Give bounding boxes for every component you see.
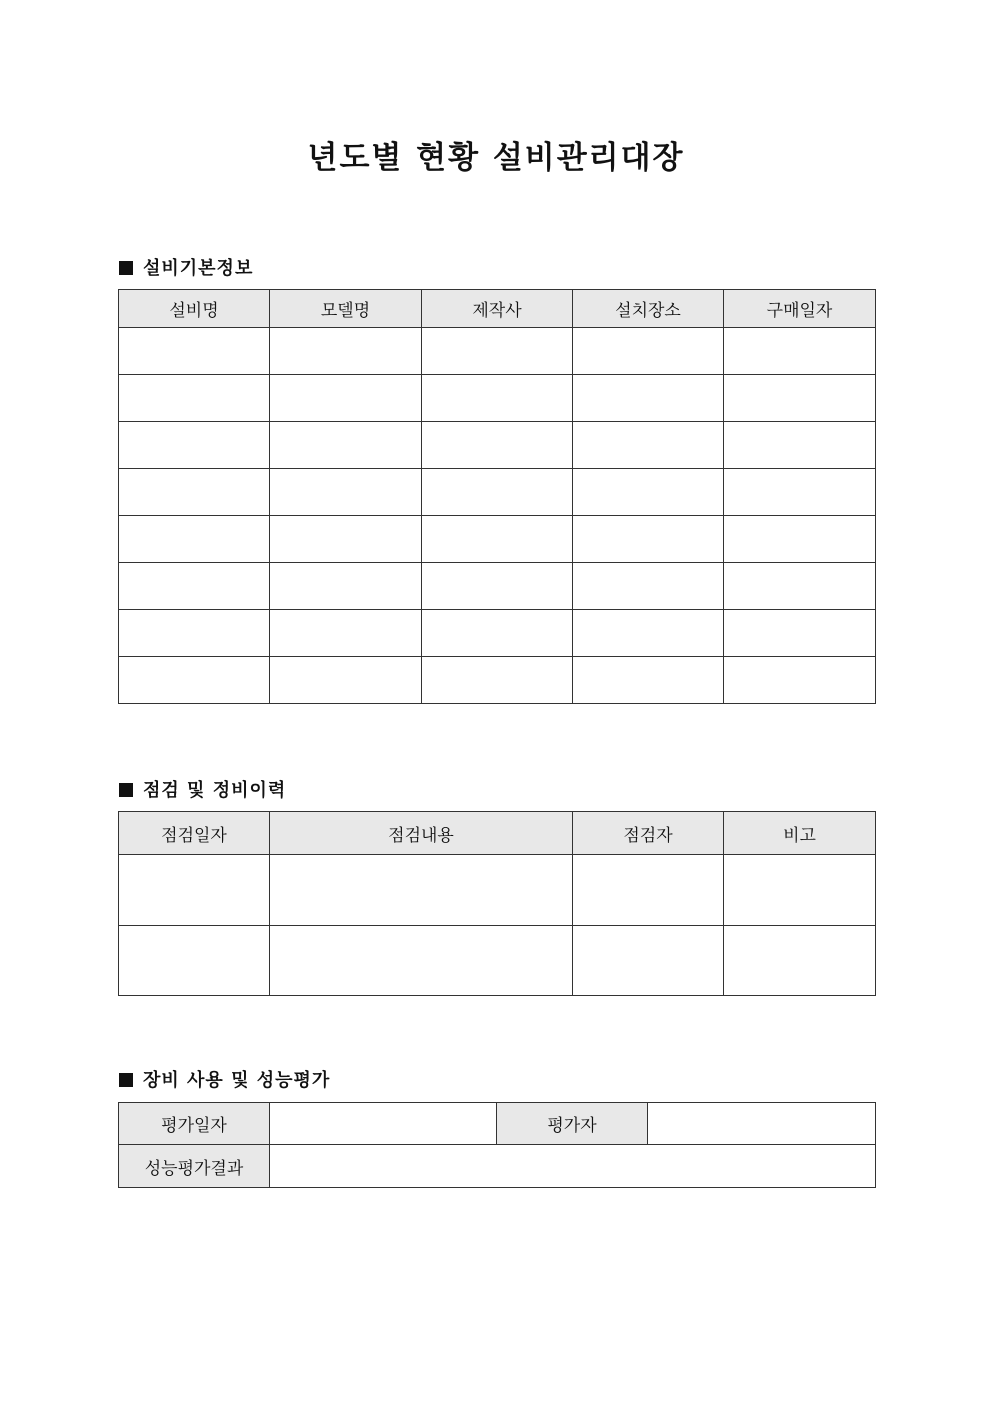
section-heading-inspection-history bbox=[119, 776, 286, 802]
table-row bbox=[119, 422, 876, 469]
table-cell[interactable] bbox=[724, 375, 876, 422]
table-cell[interactable] bbox=[119, 328, 270, 375]
table-cell[interactable] bbox=[119, 563, 270, 610]
table-cell[interactable] bbox=[119, 469, 270, 516]
table-cell[interactable] bbox=[270, 610, 422, 657]
table-cell[interactable] bbox=[724, 563, 876, 610]
section-heading-text: 설비기본정보 bbox=[143, 258, 254, 279]
table-row bbox=[119, 469, 876, 516]
table-row bbox=[119, 855, 876, 926]
table-cell[interactable] bbox=[422, 516, 573, 563]
col-header-manufacturer: 제작사 bbox=[422, 290, 573, 328]
table-cell[interactable] bbox=[724, 855, 876, 926]
table-cell[interactable] bbox=[119, 422, 270, 469]
table-cell[interactable] bbox=[724, 610, 876, 657]
table-cell[interactable] bbox=[119, 375, 270, 422]
section-heading-text: 점검 및 정비이력 bbox=[143, 780, 287, 801]
col-header-purchase-date: 구매일자 bbox=[724, 290, 876, 328]
table-cell[interactable] bbox=[573, 926, 724, 996]
eval-date-label: 평가일자 bbox=[119, 1103, 270, 1145]
inspection-history-table bbox=[118, 811, 876, 996]
col-header-install-location: 설치장소 bbox=[573, 290, 724, 328]
evaluator-field[interactable] bbox=[648, 1103, 876, 1145]
table-cell[interactable] bbox=[270, 422, 422, 469]
col-header-inspection-content: 점검내용 bbox=[270, 812, 573, 855]
table-cell[interactable] bbox=[573, 563, 724, 610]
table-cell[interactable] bbox=[119, 855, 270, 926]
table-header-row bbox=[119, 812, 876, 855]
table-row bbox=[119, 328, 876, 375]
table-cell[interactable] bbox=[422, 610, 573, 657]
table-cell[interactable] bbox=[573, 657, 724, 704]
table-cell[interactable] bbox=[724, 469, 876, 516]
table-cell[interactable] bbox=[270, 375, 422, 422]
table-cell[interactable] bbox=[270, 657, 422, 704]
col-header-remarks: 비고 bbox=[724, 812, 876, 855]
table-cell[interactable] bbox=[422, 469, 573, 516]
col-header-model-name: 모델명 bbox=[270, 290, 422, 328]
square-bullet-icon bbox=[119, 1073, 133, 1087]
performance-evaluation-table bbox=[118, 1102, 876, 1188]
table-row bbox=[119, 516, 876, 563]
table-cell[interactable] bbox=[119, 926, 270, 996]
col-header-inspection-date: 점검일자 bbox=[119, 812, 270, 855]
table-cell[interactable] bbox=[270, 516, 422, 563]
table-cell[interactable] bbox=[270, 926, 573, 996]
table-row bbox=[119, 1145, 876, 1188]
table-cell[interactable] bbox=[422, 328, 573, 375]
table-cell[interactable] bbox=[119, 516, 270, 563]
table-row bbox=[119, 375, 876, 422]
section-heading-text: 장비 사용 및 성능평가 bbox=[143, 1070, 331, 1091]
section-heading-basic-info bbox=[119, 254, 253, 280]
table-row bbox=[119, 610, 876, 657]
table-cell[interactable] bbox=[573, 469, 724, 516]
table-cell[interactable] bbox=[270, 469, 422, 516]
table-row bbox=[119, 1103, 876, 1145]
table-cell[interactable] bbox=[573, 610, 724, 657]
table-cell[interactable] bbox=[724, 657, 876, 704]
table-cell[interactable] bbox=[422, 375, 573, 422]
table-cell[interactable] bbox=[270, 855, 573, 926]
table-cell[interactable] bbox=[422, 422, 573, 469]
table-cell[interactable] bbox=[724, 328, 876, 375]
evaluator-label: 평가자 bbox=[497, 1103, 648, 1145]
square-bullet-icon bbox=[119, 783, 133, 797]
table-cell[interactable] bbox=[573, 375, 724, 422]
table-cell[interactable] bbox=[270, 563, 422, 610]
col-header-inspector: 점검자 bbox=[573, 812, 724, 855]
table-cell[interactable] bbox=[724, 516, 876, 563]
document-title: 년도별 현황 설비관리대장 bbox=[307, 140, 685, 176]
table-cell[interactable] bbox=[724, 422, 876, 469]
table-cell[interactable] bbox=[119, 610, 270, 657]
table-cell[interactable] bbox=[119, 657, 270, 704]
table-cell[interactable] bbox=[573, 422, 724, 469]
section-heading-performance-evaluation bbox=[119, 1066, 330, 1092]
table-cell[interactable] bbox=[422, 657, 573, 704]
table-row bbox=[119, 926, 876, 996]
table-cell[interactable] bbox=[270, 328, 422, 375]
eval-result-field[interactable] bbox=[270, 1145, 876, 1188]
table-row bbox=[119, 563, 876, 610]
table-cell[interactable] bbox=[573, 855, 724, 926]
table-cell[interactable] bbox=[422, 563, 573, 610]
table-cell[interactable] bbox=[573, 328, 724, 375]
table-row bbox=[119, 657, 876, 704]
square-bullet-icon bbox=[119, 261, 133, 275]
table-cell[interactable] bbox=[724, 926, 876, 996]
col-header-equipment-name: 설비명 bbox=[119, 290, 270, 328]
table-header-row bbox=[119, 290, 876, 328]
eval-result-label: 성능평가결과 bbox=[119, 1145, 270, 1188]
basic-info-table bbox=[118, 289, 876, 704]
table-cell[interactable] bbox=[573, 516, 724, 563]
eval-date-field[interactable] bbox=[270, 1103, 497, 1145]
